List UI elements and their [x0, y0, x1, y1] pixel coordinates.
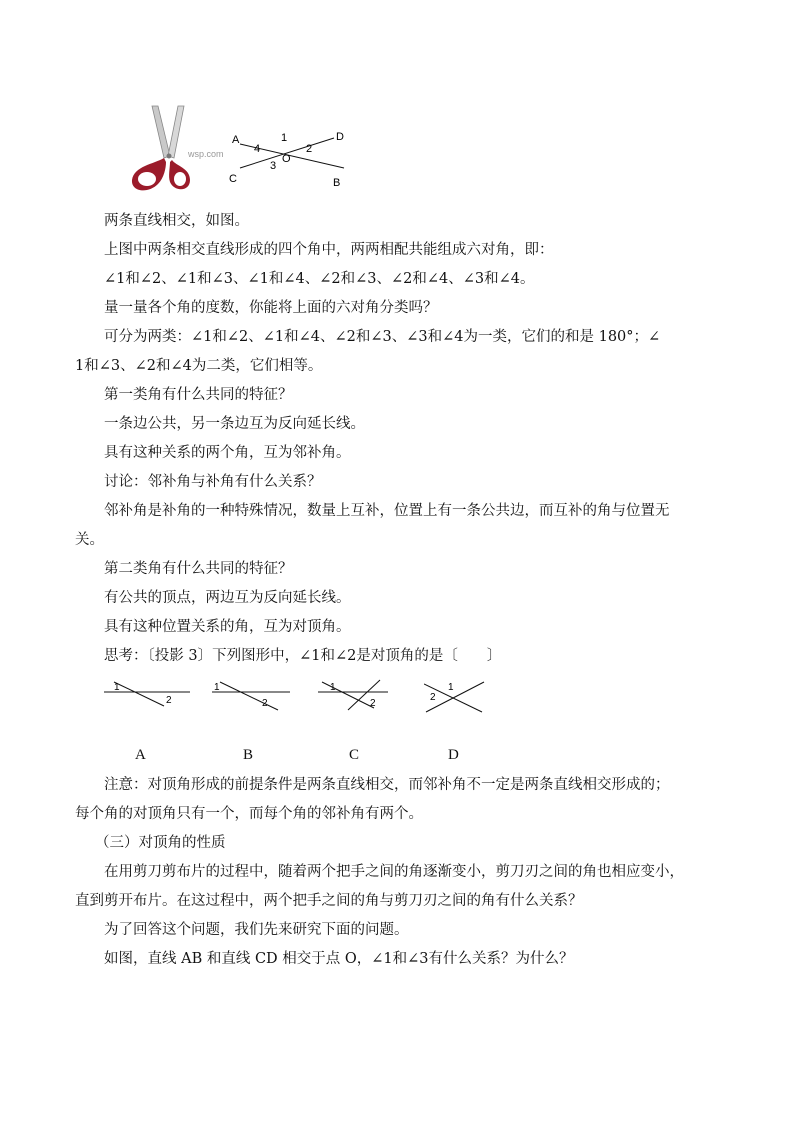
text-line: 讨论：邻补角与补角有什么关系？ — [104, 474, 322, 490]
label-a: A — [232, 134, 240, 146]
text-line: ∠1和∠2、∠1和∠3、∠1和∠4、∠2和∠3、∠2和∠4、∠3和∠4。 — [104, 271, 535, 287]
angle-label-4: 4 — [254, 143, 261, 155]
angle-label-1: 1 — [330, 682, 336, 693]
angle-label-1: 1 — [281, 132, 288, 144]
text-line: 为了回答这个问题，我们先来研究下面的问题。 — [104, 922, 409, 938]
angle-label-1: 1 — [114, 682, 120, 693]
intersecting-lines-figure — [226, 126, 356, 192]
watermark: wsp.com — [188, 149, 224, 159]
text-line: 第一类角有什么共同的特征？ — [104, 387, 293, 403]
text-line: 第二类角有什么共同的特征？ — [104, 561, 293, 577]
option-caption-d: D — [448, 747, 459, 763]
angle-label-2: 2 — [306, 143, 313, 155]
angle-label-2: 2 — [430, 692, 436, 703]
text-line: 有公共的顶点，两边互为反向延长线。 — [104, 590, 351, 606]
label-c: C — [229, 173, 237, 185]
label-b: B — [333, 177, 341, 189]
text-line: 量一量各个角的度数，你能将上面的六对角分类吗？ — [104, 300, 438, 316]
text-line: 思考：〔投影 3〕下列图形中，∠1和∠2是对顶角的是〔 〕 — [104, 648, 502, 664]
text-line: 直到剪开布片。在这过程中，两个把手之间的角与剪刀刃之间的角有什么关系？ — [75, 893, 583, 909]
text-line: 上图中两条相交直线形成的四个角中，两两相配共能组成六对角，即： — [104, 242, 554, 258]
angle-label-2: 2 — [166, 695, 172, 706]
option-b-figure — [206, 674, 298, 714]
text-line: 具有这种关系的两个角，互为邻补角。 — [104, 445, 351, 461]
option-caption-a: A — [135, 747, 146, 763]
angle-label-1: 1 — [214, 682, 220, 693]
angle-label-2: 2 — [370, 698, 376, 709]
angle-label-2: 2 — [262, 698, 268, 709]
label-o: O — [282, 153, 291, 165]
text-line: 可分为两类：∠1和∠2、∠1和∠4、∠2和∠3、∠3和∠4为一类，它们的和是 180°；∠ — [104, 329, 661, 345]
text-line: 关。 — [75, 532, 104, 548]
text-line: 注意：对顶角形成的前提条件是两条直线相交，而邻补角不一定是两条直线相交形成的； — [104, 777, 670, 793]
text-line: 一条边公共，另一条边互为反向延长线。 — [104, 416, 365, 432]
text-line: 邻补角是补角的一种特殊情况，数量上互补，位置上有一条公共边，而互补的角与位置无 — [104, 503, 670, 519]
text-line: 1和∠3、∠2和∠4为二类，它们相等。 — [75, 358, 323, 374]
option-d-figure — [424, 676, 492, 716]
text-line: 在用剪刀剪布片的过程中，随着两个把手之间的角逐渐变小，剪刀刃之间的角也相应变小， — [104, 864, 684, 880]
text-line: 每个角的对顶角只有一个，而每个角的邻补角有两个。 — [75, 806, 423, 822]
section-heading: （三）对顶角的性质 — [95, 835, 226, 851]
text-line: 如图，直线 AB 和直线 CD 相交于点 O，∠1和∠3有什么关系？为什么？ — [104, 951, 574, 967]
text-line: 两条直线相交，如图。 — [104, 213, 249, 229]
scissors-icon — [128, 104, 228, 196]
text-line: 具有这种位置关系的角，互为对顶角。 — [104, 619, 351, 635]
option-caption-c: C — [349, 747, 360, 763]
option-a-figure — [104, 674, 196, 710]
label-d: D — [336, 131, 344, 143]
angle-label-1: 1 — [448, 682, 454, 693]
angle-label-3: 3 — [270, 160, 277, 172]
option-c-figure — [318, 674, 398, 714]
option-caption-b: B — [243, 747, 254, 763]
